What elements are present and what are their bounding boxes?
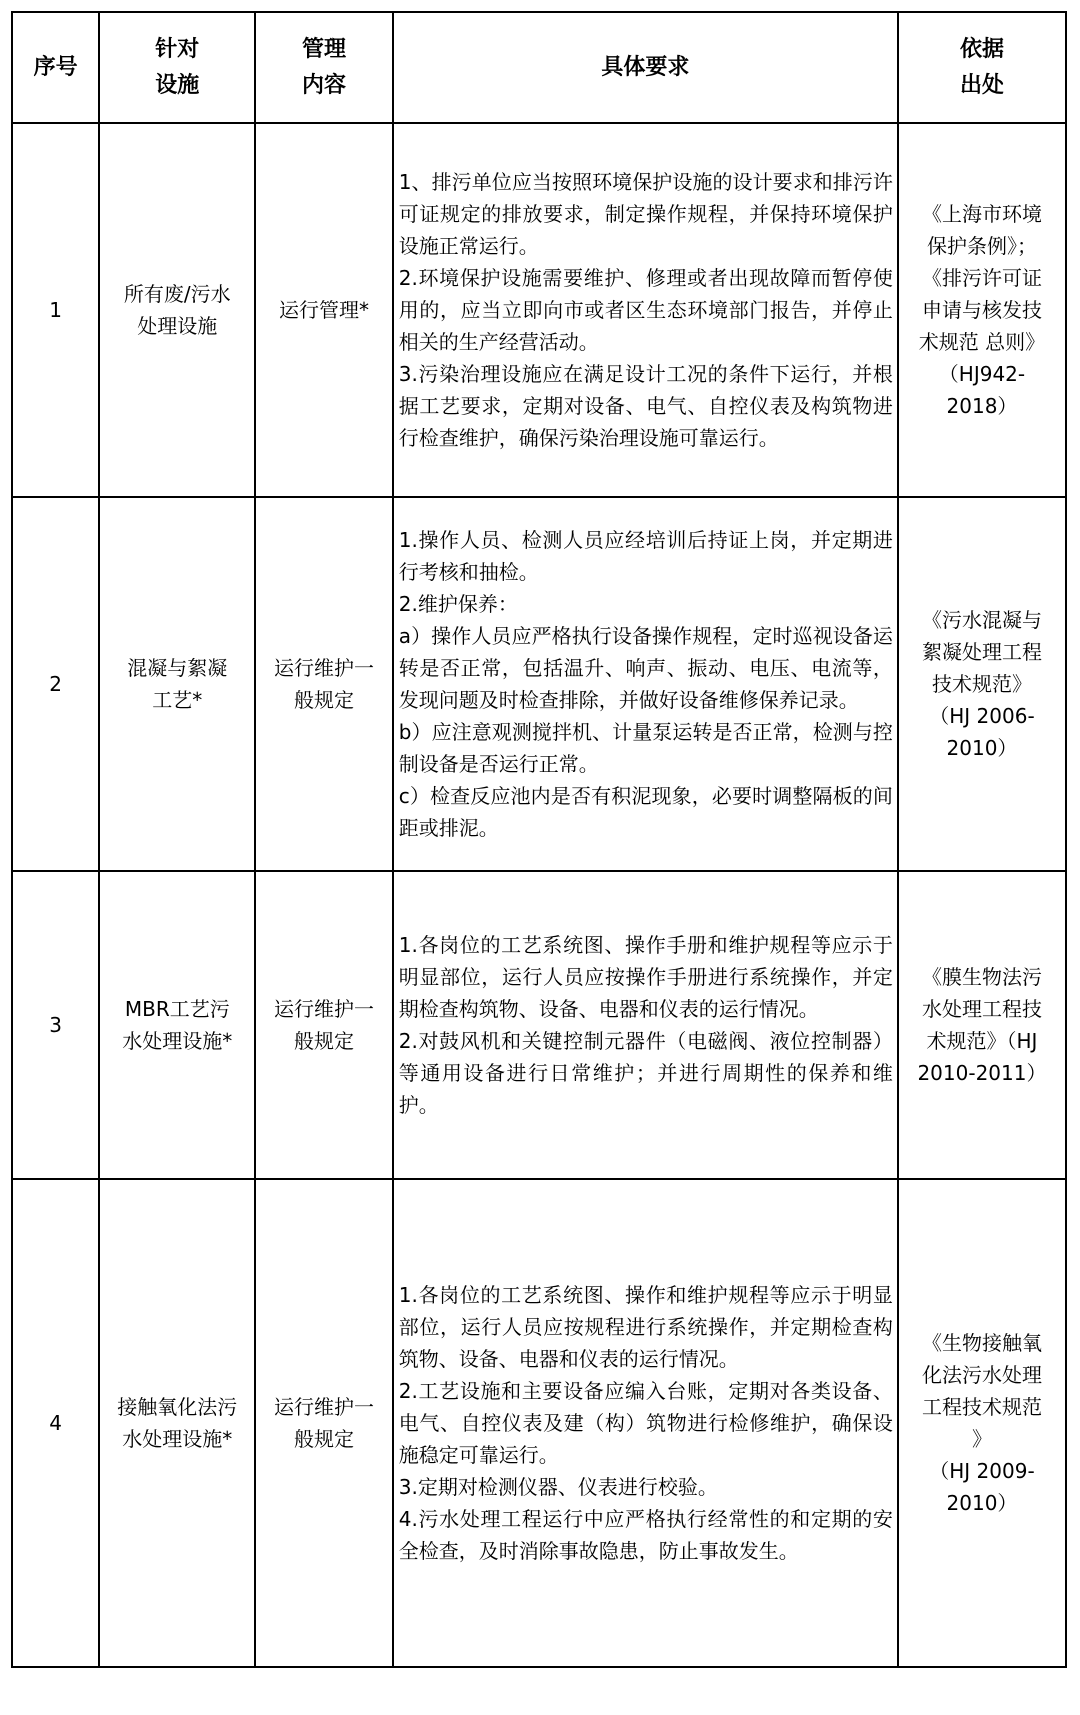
basis-line: 《污水混凝与	[921, 608, 1042, 632]
cell-content	[255, 497, 392, 871]
cell-basis	[898, 871, 1066, 1179]
basis-line: 申请与核发技	[921, 298, 1042, 322]
header-facility-line: 针对	[155, 36, 200, 62]
row-number: 1	[49, 298, 62, 322]
basis-line: 保护条例》；	[926, 234, 1037, 258]
cell-content	[255, 123, 392, 497]
header-basis	[898, 12, 1066, 123]
basis-line: （HJ 2006-	[929, 704, 1035, 728]
content-line: 运行管理*	[279, 298, 370, 322]
facility-line: 工艺*	[152, 688, 203, 712]
table-row	[12, 871, 1066, 1179]
basis-line: 2010）	[946, 1491, 1018, 1515]
requirement-item: 1.操作人员、检测人员应经培训后持证上岗，并定期进行考核和抽检。	[398, 528, 893, 584]
cell-requirement	[393, 497, 898, 871]
basis-line: 化法污水处理	[921, 1363, 1042, 1387]
basis-line: 》	[971, 1427, 992, 1451]
cell-content	[255, 871, 392, 1179]
basis-line: 《生物接触氧	[921, 1331, 1042, 1355]
basis-line: 技术规范》	[931, 672, 1032, 696]
facility-line: 水处理设施*	[122, 1427, 233, 1451]
requirement-item: 2.环境保护设施需要维护、修理或者出现故障而暂停使用的，应当立即向市或者区生态环境部门报告，并停止相关的生产经营活动。	[398, 266, 893, 354]
table-header-row	[12, 12, 1066, 123]
cell-requirement	[393, 871, 898, 1179]
cell-no	[12, 1179, 99, 1667]
basis-line: 水处理工程技	[921, 997, 1042, 1021]
content-line: 运行维护一	[274, 656, 375, 680]
basis-line: 《膜生物法污	[921, 965, 1042, 989]
basis-line: （HJ942-	[938, 362, 1026, 386]
requirement-item: 1、排污单位应当按照环境保护设施的设计要求和排污许可证规定的排放要求，制定操作规程，并保持环境保护设施正常运行。	[398, 170, 893, 258]
table-row	[12, 1179, 1066, 1667]
cell-basis	[898, 123, 1066, 497]
basis-line: 2010）	[946, 736, 1018, 760]
cell-facility	[99, 871, 255, 1179]
content-line: 般规定	[294, 1029, 355, 1053]
basis-line: 术规范》（HJ	[926, 1029, 1038, 1053]
cell-no	[12, 871, 99, 1179]
header-requirement-line: 具体要求	[601, 54, 690, 80]
table-row	[12, 123, 1066, 497]
requirement-item: 2.维护保养：	[398, 592, 518, 616]
basis-line: 术规范 总则》	[918, 330, 1046, 354]
content-line: 运行维护一	[274, 997, 375, 1021]
header-content-line: 管理	[302, 36, 347, 62]
content-line: 运行维护一	[274, 1395, 375, 1419]
requirement-item: 2.对鼓风机和关键控制元器件（电磁阀、液位控制器）等通用设备进行日常维护；并进行周期性的保养和维护。	[398, 1029, 893, 1117]
facility-line: 水处理设施*	[122, 1029, 233, 1053]
basis-line: 絮凝处理工程	[921, 640, 1042, 664]
requirement-item: 4.污水处理工程运行中应严格执行经常性的和定期的安全检查，及时消除事故隐患，防止事故发生。	[398, 1507, 893, 1563]
requirement-item: 1.各岗位的工艺系统图、操作手册和维护规程等应示于明显部位，运行人员应按操作手册进行系统操作，并定期检查构筑物、设备、电器和仪表的运行情况。	[398, 933, 893, 1021]
header-facility-line: 设施	[155, 72, 200, 98]
row-number: 4	[49, 1411, 62, 1435]
table-row	[12, 497, 1066, 871]
row-number: 3	[49, 1013, 62, 1037]
cell-facility	[99, 1179, 255, 1667]
cell-basis	[898, 1179, 1066, 1667]
requirement-item: 3.污染治理设施应在满足设计工况的条件下运行，并根据工艺要求，定期对设备、电气、自控仪表及构筑物进行检查维护，确保污染治理设施可靠运行。	[398, 362, 893, 450]
cell-content	[255, 1179, 392, 1667]
basis-line: （HJ 2009-	[929, 1459, 1035, 1483]
requirement-item: 1.各岗位的工艺系统图、操作和维护规程等应示于明显部位，运行人员应按规程进行系统操作，并定期检查构筑物、设备、电器和仪表的运行情况。	[398, 1283, 893, 1371]
header-no-line: 序号	[33, 54, 78, 80]
cell-basis	[898, 497, 1066, 871]
requirement-item: b）应注意观测搅拌机、计量泵运转是否正常，检测与控制设备是否运行正常。	[398, 720, 893, 776]
header-facility	[99, 12, 255, 123]
basis-line: 《排污许可证	[921, 266, 1042, 290]
cell-requirement	[393, 123, 898, 497]
requirement-item: c）检查反应池内是否有积泥现象，必要时调整隔板的间距或排泥。	[398, 784, 893, 840]
requirement-item: 2.工艺设施和主要设备应编入台账，定期对各类设备、电气、自控仪表及建（构）筑物进行检修维护，确保设施稳定可靠运行。	[398, 1379, 893, 1467]
header-requirement	[393, 12, 898, 123]
requirement-item: a）操作人员应严格执行设备操作规程，定时巡视设备运转是否正常，包括温升、响声、振动、电压、电流等，发现问题及时检查排除，并做好设备维修保养记录。	[398, 624, 893, 712]
basis-line: 工程技术规范	[921, 1395, 1042, 1419]
content-line: 般规定	[294, 1427, 355, 1451]
header-basis-line: 出处	[959, 72, 1004, 98]
basis-line: 2018）	[946, 394, 1018, 418]
requirement-item: 3.定期对检测仪器、仪表进行校验。	[398, 1475, 718, 1499]
row-number: 2	[49, 672, 62, 696]
cell-facility	[99, 497, 255, 871]
cell-facility	[99, 123, 255, 497]
header-basis-line: 依据	[959, 36, 1004, 62]
cell-no	[12, 497, 99, 871]
content-line: 般规定	[294, 688, 355, 712]
basis-line: 《上海市环境	[921, 202, 1042, 226]
cell-requirement	[393, 1179, 898, 1667]
facility-line: MBR工艺污	[124, 997, 230, 1021]
header-content-line: 内容	[302, 72, 347, 98]
requirements-table	[11, 11, 1067, 1668]
cell-no	[12, 123, 99, 497]
header-content	[255, 12, 392, 123]
header-no	[12, 12, 99, 123]
facility-line: 所有废/污水	[123, 282, 231, 306]
facility-line: 接触氧化法污	[117, 1395, 238, 1419]
basis-line: 2010-2011）	[917, 1061, 1047, 1085]
facility-line: 混凝与絮凝	[127, 656, 228, 680]
facility-line: 处理设施	[137, 314, 218, 338]
